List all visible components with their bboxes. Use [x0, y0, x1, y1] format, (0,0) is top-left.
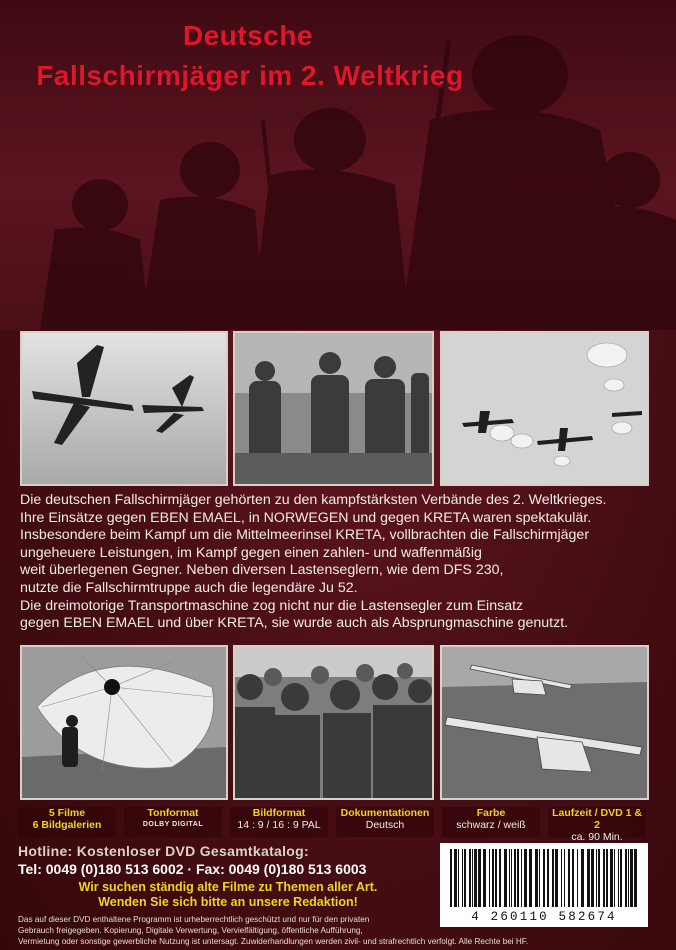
barcode-bar [577, 849, 578, 907]
description-line: Insbesondere beim Kampf um die Mittelmeerinsel KRETA, vollbrachten die Fallschirmjäger [20, 527, 590, 544]
barcode-bar [625, 849, 627, 907]
title-line-2: Fallschirmjäger im 2. Weltkrieg [36, 60, 464, 91]
photo-paratroopers-group [233, 331, 434, 486]
barcode-bar [495, 849, 497, 907]
barcode-bars [448, 849, 640, 907]
barcode-bar [591, 849, 594, 907]
description-text [20, 492, 660, 633]
barcode-bar [552, 849, 554, 907]
info-bildformat-label: Bildformat [252, 807, 306, 819]
barcode-bar [606, 849, 608, 907]
title-line-1: Deutsche [182, 20, 314, 51]
photo-parachute-landing [20, 645, 228, 800]
info-bildformat-value: 14 : 9 / 16 : 9 PAL [237, 819, 321, 831]
barcode-bar [596, 849, 597, 907]
barcode-bar [489, 849, 490, 907]
info-farbe-label: Farbe [476, 807, 506, 819]
photo-parachute-drop [440, 331, 649, 486]
barcode-bar [555, 849, 558, 907]
barcode-bar [454, 849, 457, 907]
description-line: Ihre Einsätze gegen EBEN EMAEL, in NORWEGEN und gegen KRETA waren spektakulär. [20, 509, 592, 526]
info-laufzeit-label: Laufzeit / DVD 1 & 2 [552, 807, 642, 831]
barcode-bar [462, 849, 463, 907]
barcode-bar [529, 849, 532, 907]
description-line: Die deutschen Fallschirmjäger gehörten zu den kampfstärksten Verbände des 2. Weltkrieges. [20, 492, 607, 508]
barcode-bar [581, 849, 584, 907]
barcode-bar [561, 849, 562, 907]
barcode-bar [483, 849, 486, 907]
info-filme-galleries: 6 Bildgalerien [32, 819, 102, 831]
barcode-bar [472, 849, 473, 907]
barcode-number: 4 260110 582674 [471, 910, 617, 924]
barcode-bar [587, 849, 590, 907]
description-line: Die dreimotorige Transportmaschine zog nicht nur die Lastensegler zum Einsatz [20, 597, 524, 614]
description-line: nutzte die Fallschirmtruppe auch die legendäre Ju 52. [20, 579, 358, 596]
barcode-bar [469, 849, 471, 907]
barcode-bar [499, 849, 501, 907]
barcode-bar [620, 849, 622, 907]
photo-gliders [440, 645, 649, 800]
barcode-bar [568, 849, 570, 907]
info-laufzeit-value: ca. 90 Min. [571, 831, 623, 843]
info-tonformat [124, 807, 222, 837]
description-line: weit überlegenen Gegner. Neben diversen Lastenseglern, wie dem DFS 230, [20, 562, 504, 579]
barcode-bar [572, 849, 574, 907]
description-line: gegen EBEN EMAEL und über KRETA, sie wurde auch als Absprungmaschine genutzt. [20, 615, 569, 632]
barcode-bar [535, 849, 538, 907]
barcode [440, 843, 648, 927]
photo-ju52-aircraft [20, 331, 228, 486]
barcode-bar [478, 849, 481, 907]
legal-line-2: Gebrauch freigegeben. Kopierung, Digitale Verwertung, Vervielfältigung, öffentliche Aufführung, [18, 926, 363, 935]
info-tonformat-label: Tonformat [147, 807, 199, 819]
telephone-fax: Tel: 0049 (0)180 513 6002 · Fax: 0049 (0)180 513 6003 [18, 861, 367, 877]
hotline-text: Hotline: Kostenloser DVD Gesamtkatalog: [18, 843, 309, 859]
info-dokumentationen-value: Deutsch [365, 819, 405, 831]
barcode-bar [492, 849, 494, 907]
barcode-bar [514, 849, 516, 907]
barcode-bar [521, 849, 522, 907]
info-bildformat [230, 807, 328, 837]
info-row [18, 807, 658, 843]
info-filme-count: 5 Filme [48, 807, 86, 819]
barcode-bar [547, 849, 549, 907]
barcode-bar [564, 849, 565, 907]
barcode-bar [603, 849, 605, 907]
info-dokumentationen-label: Dokumentationen [340, 807, 430, 819]
barcode-bar [610, 849, 613, 907]
barcode-bar [539, 849, 540, 907]
barcode-bar [464, 849, 466, 907]
barcode-bar [618, 849, 619, 907]
info-filme [18, 807, 116, 837]
info-dokumentationen [336, 807, 434, 837]
barcode-bar [474, 849, 477, 907]
photo-soldiers-crowd [233, 645, 434, 800]
info-laufzeit [548, 807, 646, 843]
barcode-bar [630, 849, 633, 907]
barcode-bar [634, 849, 637, 907]
description-line: ungeheuere Leistungen, im Kampf gegen einen zahlen- und waffenmäßig [20, 544, 482, 561]
info-farbe [442, 807, 540, 837]
barcode-bar [458, 849, 459, 907]
legal-line-1: Das auf dieser DVD enthaltene Programm ist urheberrechtlich geschützt und nur für den privaten [18, 915, 370, 924]
barcode-bar [511, 849, 512, 907]
notice-text [18, 880, 438, 910]
barcode-bar [504, 849, 507, 907]
barcode-bar [517, 849, 519, 907]
notice-line-2: Wenden Sie sich bitte an unsere Redaktion! [98, 895, 358, 909]
info-farbe-value: schwarz / weiß [456, 819, 526, 831]
legal-line-3: Vermietung oder sonstige gewerbliche Nutzung ist untersagt. Zuwiderhandlungen werden zivil- und strafrechtlich verfolgt. Alle Rechte bei HF. [18, 937, 529, 946]
barcode-bar [598, 849, 600, 907]
barcode-bar [628, 849, 629, 907]
barcode-bar [509, 849, 510, 907]
barcode-bar [614, 849, 615, 907]
notice-line-1: Wir suchen ständig alte Filme zu Themen aller Art. [78, 880, 378, 894]
barcode-bar [450, 849, 452, 907]
dolby-digital-logo: DOLBY DIGITAL [142, 821, 204, 828]
barcode-bar [543, 849, 545, 907]
barcode-bar [524, 849, 527, 907]
